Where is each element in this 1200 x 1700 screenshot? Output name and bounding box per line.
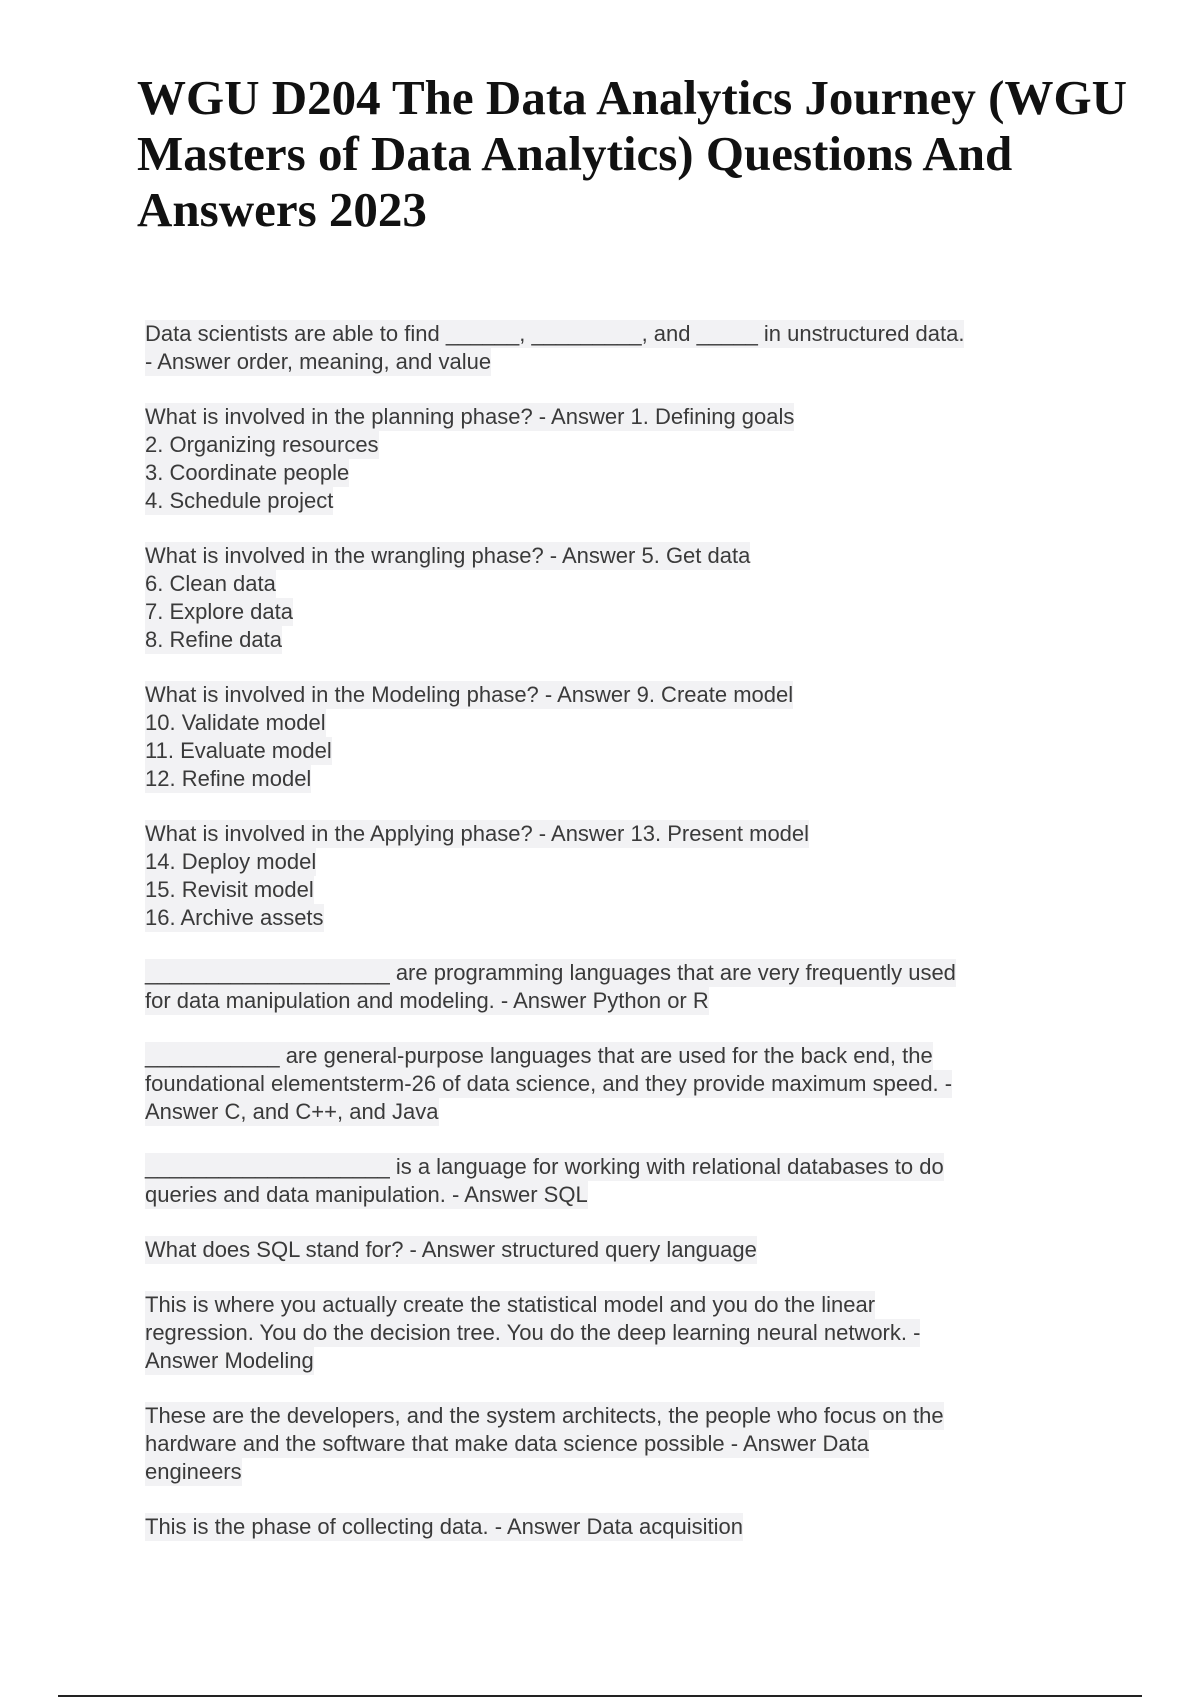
qa-item-data-acquisition	[145, 1513, 1065, 1541]
qa-line: Answer C, and C++, and Java	[145, 1099, 439, 1124]
qa-line: 14. Deploy model	[145, 849, 317, 874]
qa-item-data-engineers	[145, 1402, 1065, 1486]
qa-line: 6. Clean data	[145, 571, 276, 596]
qa-line: What does SQL stand for? - Answer structured query language	[145, 1237, 757, 1262]
qa-line: Data scientists are able to find ______, _________, and _____ in unstructured data.	[145, 321, 965, 346]
qa-item-python-r	[145, 959, 1065, 1015]
qa-line: 2. Organizing resources	[145, 432, 379, 457]
qa-line: 8. Refine data	[145, 627, 282, 652]
qa-line: What is involved in the Modeling phase? - Answer 9. Create model	[145, 682, 794, 707]
qa-line: 16. Archive assets	[145, 905, 324, 930]
qa-item-modeling	[145, 1291, 1065, 1375]
qa-item-general-purpose-languages	[145, 1042, 1065, 1126]
qa-item-sql-language	[145, 1153, 1065, 1209]
qa-line: 11. Evaluate model	[145, 738, 332, 763]
qa-line: regression. You do the decision tree. You do the deep learning neural network. -	[145, 1320, 921, 1345]
qa-line: ___________ are general-purpose languages that are used for the back end, the	[145, 1043, 933, 1068]
qa-item-wrangling-phase	[145, 542, 1065, 654]
qa-line: - Answer order, meaning, and value	[145, 349, 492, 374]
qa-line: This is where you actually create the statistical model and you do the linear	[145, 1292, 876, 1317]
qa-line: This is the phase of collecting data. - Answer Data acquisition	[145, 1514, 743, 1539]
qa-line: 4. Schedule project	[145, 488, 334, 513]
qa-line: for data manipulation and modeling. - Answer Python or R	[145, 988, 709, 1013]
qa-line: What is involved in the wrangling phase? - Answer 5. Get data	[145, 543, 751, 568]
qa-line: engineers	[145, 1459, 242, 1484]
qa-line: ____________________ is a language for working with relational databases to do	[145, 1154, 944, 1179]
qa-item-planning-phase	[145, 403, 1065, 515]
qa-line: 12. Refine model	[145, 766, 312, 791]
page-title: WGU D204 The Data Analytics Journey (WGU Masters of Data Analytics) Questions And Answers 2023	[137, 70, 1128, 237]
qa-line: 15. Revisit model	[145, 877, 314, 902]
qa-line: 3. Coordinate people	[145, 460, 350, 485]
footer-divider	[58, 1695, 1142, 1697]
qa-line: ____________________ are programming languages that are very frequently used	[145, 960, 956, 985]
qa-line: What is involved in the planning phase? - Answer 1. Defining goals	[145, 404, 795, 429]
qa-line: These are the developers, and the system architects, the people who focus on the	[145, 1403, 944, 1428]
qa-line: queries and data manipulation. - Answer SQL	[145, 1182, 588, 1207]
qa-line: 10. Validate model	[145, 710, 326, 735]
qa-line: foundational elementsterm-26 of data science, and they provide maximum speed. -	[145, 1071, 953, 1096]
qa-item-sql-acronym	[145, 1236, 1065, 1264]
qa-item-unstructured-data	[145, 320, 1065, 376]
qa-item-modeling-phase	[145, 681, 1065, 793]
qa-line: hardware and the software that make data science possible - Answer Data	[145, 1431, 869, 1456]
qa-line: Answer Modeling	[145, 1348, 314, 1373]
qa-list	[145, 320, 1065, 1568]
qa-line: 7. Explore data	[145, 599, 293, 624]
qa-item-applying-phase	[145, 820, 1065, 932]
qa-line: What is involved in the Applying phase? - Answer 13. Present model	[145, 821, 810, 846]
